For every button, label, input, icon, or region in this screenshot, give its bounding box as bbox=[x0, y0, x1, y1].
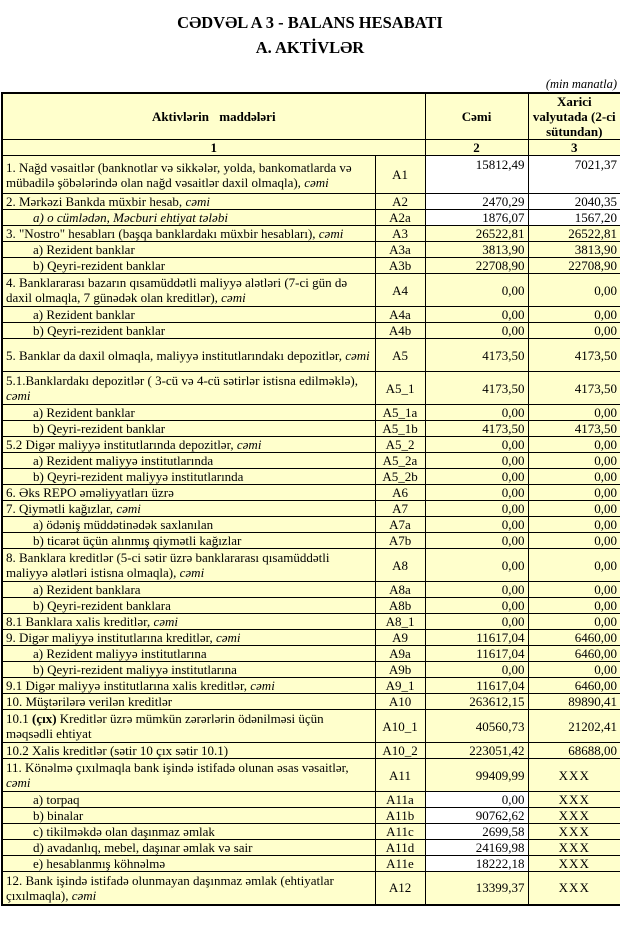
row-cemi-value: 40560,73 bbox=[425, 710, 528, 743]
row-cemi-value: 22708,90 bbox=[425, 258, 528, 274]
row-cemi-value: 0,00 bbox=[425, 533, 528, 549]
row-cemi-value: 223051,42 bbox=[425, 743, 528, 759]
row-label: c) tikilməkdə olan daşınmaz əmlak bbox=[2, 824, 375, 840]
row-code: A8a bbox=[375, 582, 425, 598]
row-cemi-value: 2470,29 bbox=[425, 194, 528, 210]
row-label: a) Rezident banklar bbox=[2, 405, 375, 421]
row-label: 3. "Nostro" hesabları (başqa banklardakı müxbir hesabları), cəmi bbox=[2, 226, 375, 242]
row-code: A10_1 bbox=[375, 710, 425, 743]
row-cemi-value: 0,00 bbox=[425, 517, 528, 533]
row-xarici-value: XXX bbox=[528, 856, 620, 872]
row-code: A2a bbox=[375, 210, 425, 226]
row-label: 11. Könəlmə çıxılmaqla bank işində istifadə olunan əsas vəsaitlər, cəmi bbox=[2, 759, 375, 792]
row-label: 8.1 Banklara xalis kreditlər, cəmi bbox=[2, 614, 375, 630]
row-xarici-value: XXX bbox=[528, 872, 620, 905]
table-row bbox=[2, 258, 620, 274]
row-cemi-value: 0,00 bbox=[425, 323, 528, 339]
table-row bbox=[2, 614, 620, 630]
row-label: e) hesablanmış köhnəlmə bbox=[2, 856, 375, 872]
row-xarici-value: XXX bbox=[528, 792, 620, 808]
table-row bbox=[2, 405, 620, 421]
row-xarici-value: 0,00 bbox=[528, 453, 620, 469]
table-row bbox=[2, 372, 620, 405]
row-label: 9.1 Digər maliyyə institutlarına xalis kreditlər, cəmi bbox=[2, 678, 375, 694]
row-label: a) Rezident banklar bbox=[2, 307, 375, 323]
row-code: A5 bbox=[375, 339, 425, 372]
table-body bbox=[2, 156, 620, 905]
row-cemi-value: 13399,37 bbox=[425, 872, 528, 905]
row-xarici-value: XXX bbox=[528, 759, 620, 792]
row-label: d) avadanlıq, mebel, daşınar əmlak və sair bbox=[2, 840, 375, 856]
row-cemi-value: 0,00 bbox=[425, 792, 528, 808]
row-cemi-value: 4173,50 bbox=[425, 372, 528, 405]
table-row bbox=[2, 226, 620, 242]
row-code: A4b bbox=[375, 323, 425, 339]
row-label: b) Qeyri-rezident banklar bbox=[2, 258, 375, 274]
row-code: A5_2 bbox=[375, 437, 425, 453]
row-label: 5. Banklar da daxil olmaqla, maliyyə institutlarındakı depozitlər, cəmi bbox=[2, 339, 375, 372]
table-row bbox=[2, 582, 620, 598]
row-code: A5_1a bbox=[375, 405, 425, 421]
row-cemi-value: 24169,98 bbox=[425, 840, 528, 856]
table-row bbox=[2, 501, 620, 517]
row-xarici-value: 0,00 bbox=[528, 437, 620, 453]
row-xarici-value: 7021,37 bbox=[528, 156, 620, 194]
table-row bbox=[2, 824, 620, 840]
row-code: A7 bbox=[375, 501, 425, 517]
row-cemi-value: 0,00 bbox=[425, 437, 528, 453]
row-cemi-value: 3813,90 bbox=[425, 242, 528, 258]
row-xarici-value: XXX bbox=[528, 840, 620, 856]
row-code: A9b bbox=[375, 662, 425, 678]
table-row bbox=[2, 485, 620, 501]
row-xarici-value: 0,00 bbox=[528, 614, 620, 630]
row-xarici-value: 0,00 bbox=[528, 598, 620, 614]
table-row bbox=[2, 339, 620, 372]
row-xarici-value: 0,00 bbox=[528, 582, 620, 598]
row-cemi-value: 0,00 bbox=[425, 549, 528, 582]
row-xarici-value: 0,00 bbox=[528, 501, 620, 517]
row-xarici-value: 2040,35 bbox=[528, 194, 620, 210]
table-row bbox=[2, 646, 620, 662]
row-cemi-value: 90762,62 bbox=[425, 808, 528, 824]
row-code: A5_2a bbox=[375, 453, 425, 469]
row-code: A8_1 bbox=[375, 614, 425, 630]
row-code: A9_1 bbox=[375, 678, 425, 694]
row-label: b) binalar bbox=[2, 808, 375, 824]
row-cemi-value: 11617,04 bbox=[425, 646, 528, 662]
row-code: A11 bbox=[375, 759, 425, 792]
row-xarici-value: 0,00 bbox=[528, 517, 620, 533]
col-header-xarici: Xarici valyutada (2-ci sütundan) bbox=[528, 93, 620, 140]
row-xarici-value: XXX bbox=[528, 808, 620, 824]
row-code: A8b bbox=[375, 598, 425, 614]
table-row bbox=[2, 194, 620, 210]
row-xarici-value: 89890,41 bbox=[528, 694, 620, 710]
table-row bbox=[2, 274, 620, 307]
row-label: 10.2 Xalis kreditlər (sətir 10 çıx sətir 10.1) bbox=[2, 743, 375, 759]
row-code: A3b bbox=[375, 258, 425, 274]
row-xarici-value: 4173,50 bbox=[528, 421, 620, 437]
row-label: 5.2 Digər maliyyə institutlarında depozitlər, cəmi bbox=[2, 437, 375, 453]
row-label: b) Qeyri-rezident banklar bbox=[2, 421, 375, 437]
row-code: A3a bbox=[375, 242, 425, 258]
table-row bbox=[2, 808, 620, 824]
row-cemi-value: 0,00 bbox=[425, 501, 528, 517]
row-cemi-value: 0,00 bbox=[425, 582, 528, 598]
row-xarici-value: 6460,00 bbox=[528, 678, 620, 694]
row-cemi-value: 18222,18 bbox=[425, 856, 528, 872]
row-xarici-value: 21202,41 bbox=[528, 710, 620, 743]
balance-sheet-table bbox=[1, 92, 620, 906]
table-row bbox=[2, 437, 620, 453]
row-cemi-value: 0,00 bbox=[425, 614, 528, 630]
row-code: A12 bbox=[375, 872, 425, 905]
table-row bbox=[2, 307, 620, 323]
row-cemi-value: 11617,04 bbox=[425, 630, 528, 646]
row-xarici-value: 4173,50 bbox=[528, 372, 620, 405]
row-label: a) Rezident banklara bbox=[2, 582, 375, 598]
col-number-1: 1 bbox=[2, 140, 425, 156]
col-number-3: 3 bbox=[528, 140, 620, 156]
row-code: A11b bbox=[375, 808, 425, 824]
row-xarici-value: 0,00 bbox=[528, 485, 620, 501]
table-row bbox=[2, 210, 620, 226]
row-cemi-value: 99409,99 bbox=[425, 759, 528, 792]
row-cemi-value: 0,00 bbox=[425, 485, 528, 501]
row-cemi-value: 4173,50 bbox=[425, 339, 528, 372]
table-row bbox=[2, 598, 620, 614]
row-code: A9a bbox=[375, 646, 425, 662]
row-xarici-value: 6460,00 bbox=[528, 630, 620, 646]
row-code: A7b bbox=[375, 533, 425, 549]
row-xarici-value: 26522,81 bbox=[528, 226, 620, 242]
row-code: A10_2 bbox=[375, 743, 425, 759]
column-number-row bbox=[2, 140, 620, 156]
col-header-cemi: Cəmi bbox=[425, 93, 528, 140]
row-label: 12. Bank işində istifadə olunmayan daşınmaz əmlak (ehtiyatlar çıxılmaqla), cəmi bbox=[2, 872, 375, 905]
table-row bbox=[2, 694, 620, 710]
row-xarici-value: 6460,00 bbox=[528, 646, 620, 662]
row-label: a) Rezident maliyyə institutlarına bbox=[2, 646, 375, 662]
row-cemi-value: 15812,49 bbox=[425, 156, 528, 194]
row-code: A3 bbox=[375, 226, 425, 242]
table-row bbox=[2, 710, 620, 743]
col-header-items: Aktivlərin maddələri bbox=[2, 93, 425, 140]
row-label: a) Rezident maliyyə institutlarında bbox=[2, 453, 375, 469]
row-cemi-value: 0,00 bbox=[425, 598, 528, 614]
row-xarici-value: 0,00 bbox=[528, 307, 620, 323]
table-row bbox=[2, 630, 620, 646]
row-label: 5.1.Banklardakı depozitlər ( 3-cü və 4-cü sətirlər istisna edilməklə), cəmi bbox=[2, 372, 375, 405]
row-xarici-value: 4173,50 bbox=[528, 339, 620, 372]
row-label: 9. Digər maliyyə institutlarına kreditlər, cəmi bbox=[2, 630, 375, 646]
row-cemi-value: 0,00 bbox=[425, 469, 528, 485]
row-xarici-value: XXX bbox=[528, 824, 620, 840]
row-label: b) Qeyri-rezident maliyyə institutlarına bbox=[2, 662, 375, 678]
row-cemi-value: 0,00 bbox=[425, 453, 528, 469]
row-xarici-value: 0,00 bbox=[528, 533, 620, 549]
row-code: A11c bbox=[375, 824, 425, 840]
row-xarici-value: 1567,20 bbox=[528, 210, 620, 226]
row-cemi-value: 0,00 bbox=[425, 662, 528, 678]
unit-note: (min manatla) bbox=[545, 77, 617, 91]
document-header bbox=[0, 10, 620, 60]
table-row bbox=[2, 743, 620, 759]
row-xarici-value: 0,00 bbox=[528, 662, 620, 678]
row-code: A5_2b bbox=[375, 469, 425, 485]
row-label: b) ticarət üçün alınmış qiymətli kağızlar bbox=[2, 533, 375, 549]
row-label: 2. Mərkəzi Bankda müxbir hesab, cəmi bbox=[2, 194, 375, 210]
row-xarici-value: 0,00 bbox=[528, 549, 620, 582]
row-xarici-value: 0,00 bbox=[528, 323, 620, 339]
row-cemi-value: 0,00 bbox=[425, 307, 528, 323]
table-row bbox=[2, 792, 620, 808]
row-xarici-value: 22708,90 bbox=[528, 258, 620, 274]
row-code: A11e bbox=[375, 856, 425, 872]
table-header-row bbox=[2, 93, 620, 140]
row-cemi-value: 2699,58 bbox=[425, 824, 528, 840]
row-label: 4. Banklararası bazarın qısamüddətli maliyyə alətləri (7-ci gün də daxil olmaqla, 7 günədək olan kreditlər), cəmi bbox=[2, 274, 375, 307]
row-label: b) Qeyri-rezident maliyyə institutlarında bbox=[2, 469, 375, 485]
row-code: A5_1 bbox=[375, 372, 425, 405]
row-label: a) o cümlədən, Məcburi ehtiyat tələbi bbox=[2, 210, 375, 226]
table-row bbox=[2, 469, 620, 485]
table-row bbox=[2, 517, 620, 533]
table-row bbox=[2, 678, 620, 694]
row-label: b) Qeyri-rezident banklara bbox=[2, 598, 375, 614]
row-xarici-value: 68688,00 bbox=[528, 743, 620, 759]
row-label: a) ödəniş müddətinədək saxlanılan bbox=[2, 517, 375, 533]
row-xarici-value: 0,00 bbox=[528, 274, 620, 307]
table-row bbox=[2, 421, 620, 437]
table-row bbox=[2, 759, 620, 792]
table-row bbox=[2, 156, 620, 194]
row-label: 10.1 (çıx) Kreditlər üzrə mümkün zərərlərin ödənilməsi üçün məqsədli ehtiyat bbox=[2, 710, 375, 743]
table-row bbox=[2, 840, 620, 856]
table-row bbox=[2, 323, 620, 339]
row-code: A5_1b bbox=[375, 421, 425, 437]
row-label: 8. Banklara kreditlər (5-ci sətir üzrə banklararası qısamüddətli maliyyə alətləri istisna olmaqla), cəmi bbox=[2, 549, 375, 582]
row-code: A7a bbox=[375, 517, 425, 533]
row-label: 1. Nağd vəsaitlər (banknotlar və sikkələr, yolda, bankomatlarda və mübadilə şöbələrində olan nağd vəsaitlər daxil olmaqla), cəmi bbox=[2, 156, 375, 194]
row-code: A11d bbox=[375, 840, 425, 856]
document-subtitle: A. AKTİVLƏR bbox=[255, 38, 365, 57]
row-code: A8 bbox=[375, 549, 425, 582]
table-row bbox=[2, 242, 620, 258]
row-xarici-value: 3813,90 bbox=[528, 242, 620, 258]
row-code: A2 bbox=[375, 194, 425, 210]
row-cemi-value: 263612,15 bbox=[425, 694, 528, 710]
row-cemi-value: 11617,04 bbox=[425, 678, 528, 694]
row-cemi-value: 4173,50 bbox=[425, 421, 528, 437]
table-row bbox=[2, 662, 620, 678]
row-code: A11a bbox=[375, 792, 425, 808]
table-row bbox=[2, 856, 620, 872]
row-label: b) Qeyri-rezident banklar bbox=[2, 323, 375, 339]
row-code: A1 bbox=[375, 156, 425, 194]
row-cemi-value: 1876,07 bbox=[425, 210, 528, 226]
row-cemi-value: 0,00 bbox=[425, 405, 528, 421]
row-code: A6 bbox=[375, 485, 425, 501]
row-label: 7. Qiymətli kağızlar, cəmi bbox=[2, 501, 375, 517]
table-row bbox=[2, 872, 620, 905]
row-label: 6. Əks REPO əməliyyatları üzrə bbox=[2, 485, 375, 501]
row-label: a) Rezident banklar bbox=[2, 242, 375, 258]
col-number-2: 2 bbox=[425, 140, 528, 156]
row-cemi-value: 0,00 bbox=[425, 274, 528, 307]
row-xarici-value: 0,00 bbox=[528, 405, 620, 421]
row-label: 10. Müştərilərə verilən kreditlər bbox=[2, 694, 375, 710]
row-cemi-value: 26522,81 bbox=[425, 226, 528, 242]
row-code: A10 bbox=[375, 694, 425, 710]
row-code: A4a bbox=[375, 307, 425, 323]
document-title: CƏDVƏL A 3 - BALANS HESABATI bbox=[177, 13, 443, 32]
table-row bbox=[2, 549, 620, 582]
row-code: A4 bbox=[375, 274, 425, 307]
row-code: A9 bbox=[375, 630, 425, 646]
table-row bbox=[2, 453, 620, 469]
row-label: a) torpaq bbox=[2, 792, 375, 808]
table-row bbox=[2, 533, 620, 549]
row-xarici-value: 0,00 bbox=[528, 469, 620, 485]
